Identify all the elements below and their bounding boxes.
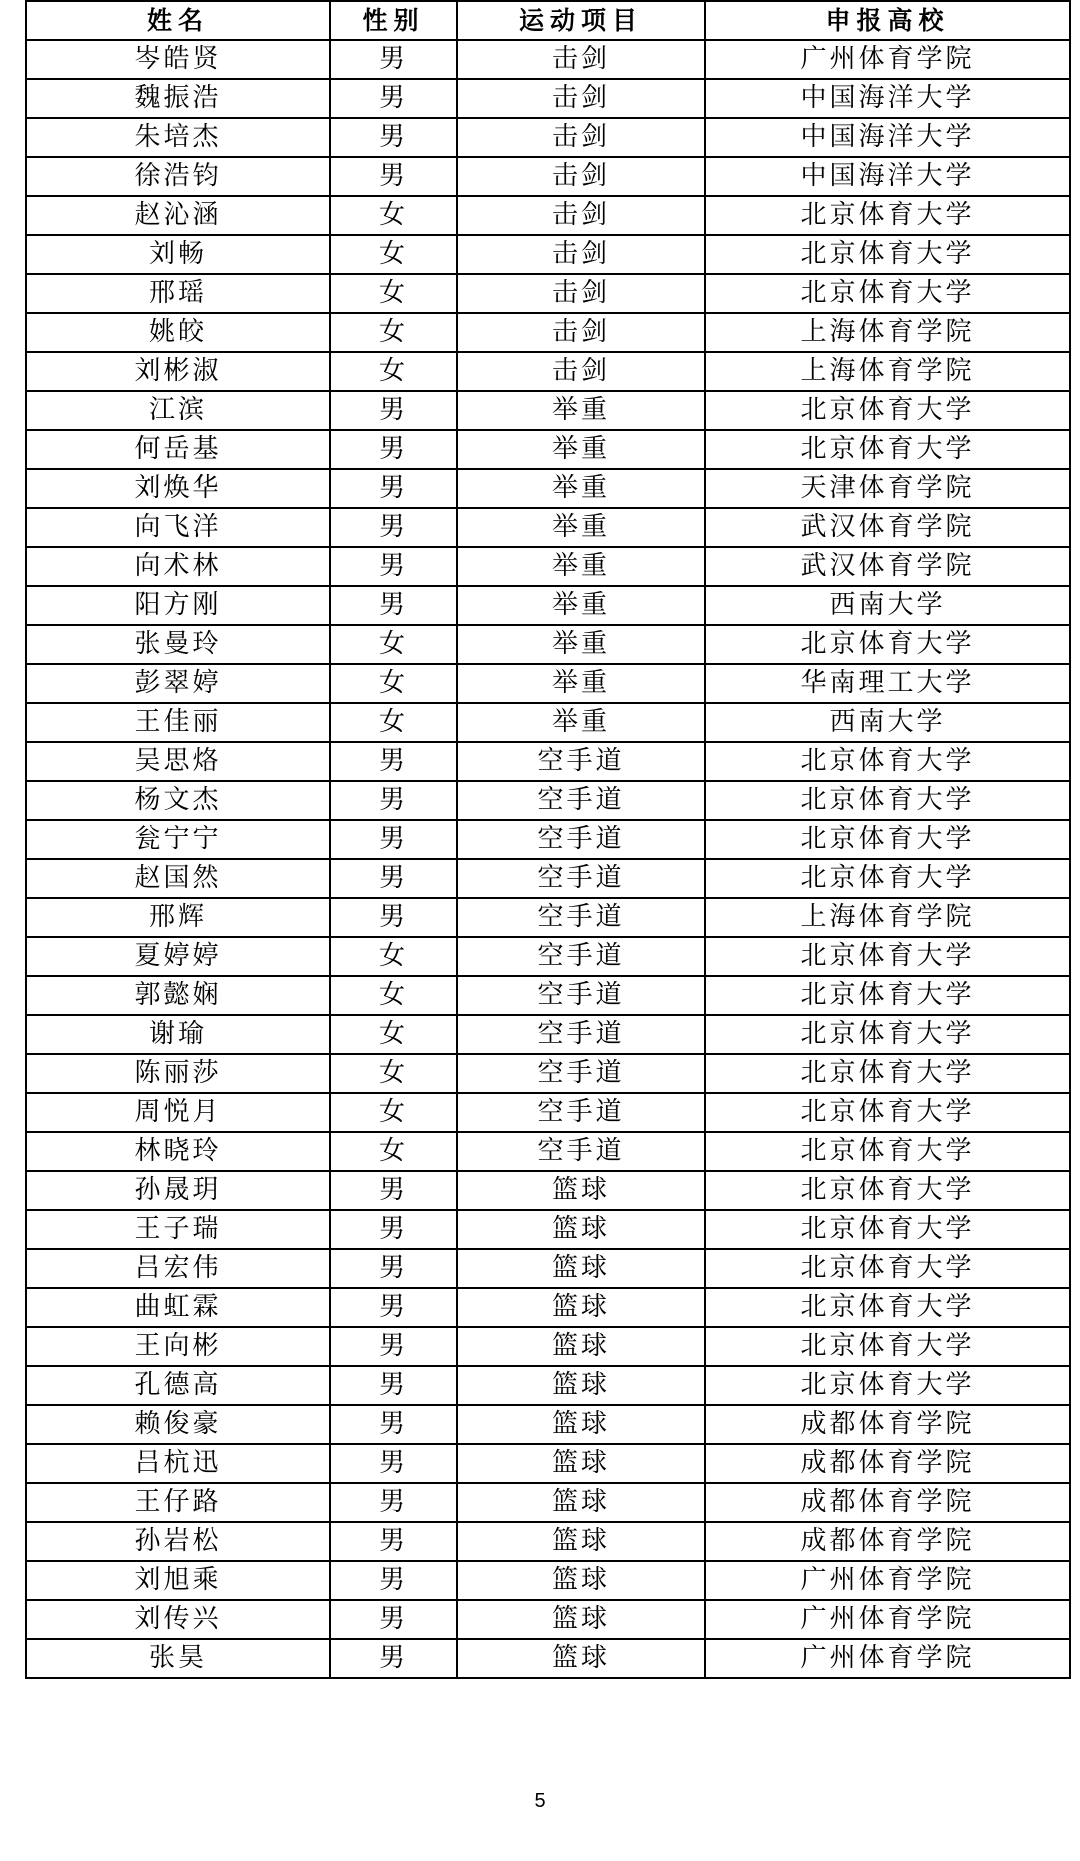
cell-gender: 男 bbox=[330, 1405, 457, 1444]
cell-name: 阳方刚 bbox=[26, 586, 330, 625]
cell-school: 北京体育大学 bbox=[705, 1054, 1070, 1093]
cell-school: 上海体育学院 bbox=[705, 352, 1070, 391]
cell-name: 刘彬淑 bbox=[26, 352, 330, 391]
cell-sport: 空手道 bbox=[457, 976, 705, 1015]
cell-school: 北京体育大学 bbox=[705, 1093, 1070, 1132]
cell-school: 北京体育大学 bbox=[705, 1210, 1070, 1249]
cell-school: 武汉体育学院 bbox=[705, 547, 1070, 586]
cell-name: 陈丽莎 bbox=[26, 1054, 330, 1093]
cell-name: 王向彬 bbox=[26, 1327, 330, 1366]
cell-name: 刘焕华 bbox=[26, 469, 330, 508]
cell-gender: 男 bbox=[330, 1249, 457, 1288]
cell-gender: 男 bbox=[330, 781, 457, 820]
cell-sport: 击剑 bbox=[457, 157, 705, 196]
cell-name: 赵沁涵 bbox=[26, 196, 330, 235]
cell-school: 上海体育学院 bbox=[705, 313, 1070, 352]
cell-name: 刘旭乘 bbox=[26, 1561, 330, 1600]
cell-sport: 举重 bbox=[457, 703, 705, 742]
table-row bbox=[26, 820, 1070, 859]
cell-school: 中国海洋大学 bbox=[705, 157, 1070, 196]
cell-school: 北京体育大学 bbox=[705, 1366, 1070, 1405]
cell-name: 赖俊豪 bbox=[26, 1405, 330, 1444]
cell-gender: 男 bbox=[330, 118, 457, 157]
cell-name: 朱培杰 bbox=[26, 118, 330, 157]
cell-name: 王子瑞 bbox=[26, 1210, 330, 1249]
cell-name: 杨文杰 bbox=[26, 781, 330, 820]
cell-gender: 男 bbox=[330, 40, 457, 79]
cell-school: 北京体育大学 bbox=[705, 1015, 1070, 1054]
header-name: 姓名 bbox=[26, 1, 330, 40]
cell-sport: 篮球 bbox=[457, 1522, 705, 1561]
cell-sport: 空手道 bbox=[457, 781, 705, 820]
cell-school: 北京体育大学 bbox=[705, 859, 1070, 898]
cell-gender: 男 bbox=[330, 1366, 457, 1405]
table-row bbox=[26, 781, 1070, 820]
cell-gender: 男 bbox=[330, 1444, 457, 1483]
cell-school: 北京体育大学 bbox=[705, 781, 1070, 820]
cell-gender: 男 bbox=[330, 547, 457, 586]
cell-gender: 女 bbox=[330, 703, 457, 742]
table-body bbox=[26, 40, 1070, 1678]
cell-name: 邢辉 bbox=[26, 898, 330, 937]
cell-name: 吕杭迅 bbox=[26, 1444, 330, 1483]
cell-gender: 男 bbox=[330, 1561, 457, 1600]
table-row bbox=[26, 274, 1070, 313]
cell-gender: 女 bbox=[330, 937, 457, 976]
cell-sport: 空手道 bbox=[457, 898, 705, 937]
cell-name: 张昊 bbox=[26, 1639, 330, 1678]
table-row bbox=[26, 391, 1070, 430]
cell-school: 广州体育学院 bbox=[705, 1561, 1070, 1600]
table-row bbox=[26, 586, 1070, 625]
cell-gender: 女 bbox=[330, 274, 457, 313]
table-row bbox=[26, 664, 1070, 703]
cell-gender: 男 bbox=[330, 1171, 457, 1210]
table-row bbox=[26, 1288, 1070, 1327]
header-row bbox=[26, 1, 1070, 40]
cell-sport: 篮球 bbox=[457, 1405, 705, 1444]
cell-sport: 篮球 bbox=[457, 1171, 705, 1210]
cell-name: 孙晟玥 bbox=[26, 1171, 330, 1210]
cell-sport: 击剑 bbox=[457, 79, 705, 118]
cell-gender: 男 bbox=[330, 508, 457, 547]
cell-school: 成都体育学院 bbox=[705, 1444, 1070, 1483]
cell-sport: 击剑 bbox=[457, 40, 705, 79]
table-row bbox=[26, 1366, 1070, 1405]
cell-school: 中国海洋大学 bbox=[705, 79, 1070, 118]
table-row bbox=[26, 508, 1070, 547]
cell-school: 北京体育大学 bbox=[705, 235, 1070, 274]
table-row bbox=[26, 118, 1070, 157]
table-row bbox=[26, 703, 1070, 742]
table-row bbox=[26, 469, 1070, 508]
cell-sport: 击剑 bbox=[457, 118, 705, 157]
cell-school: 广州体育学院 bbox=[705, 40, 1070, 79]
cell-school: 成都体育学院 bbox=[705, 1522, 1070, 1561]
cell-school: 武汉体育学院 bbox=[705, 508, 1070, 547]
table-row bbox=[26, 937, 1070, 976]
cell-school: 北京体育大学 bbox=[705, 625, 1070, 664]
table-row bbox=[26, 1444, 1070, 1483]
cell-school: 北京体育大学 bbox=[705, 1171, 1070, 1210]
cell-sport: 篮球 bbox=[457, 1600, 705, 1639]
cell-name: 孔德高 bbox=[26, 1366, 330, 1405]
table-row bbox=[26, 1132, 1070, 1171]
cell-sport: 举重 bbox=[457, 586, 705, 625]
cell-gender: 女 bbox=[330, 352, 457, 391]
table-row bbox=[26, 40, 1070, 79]
cell-sport: 举重 bbox=[457, 391, 705, 430]
cell-school: 北京体育大学 bbox=[705, 820, 1070, 859]
table-row bbox=[26, 1483, 1070, 1522]
cell-sport: 举重 bbox=[457, 430, 705, 469]
cell-name: 刘传兴 bbox=[26, 1600, 330, 1639]
cell-gender: 女 bbox=[330, 235, 457, 274]
cell-sport: 空手道 bbox=[457, 820, 705, 859]
cell-sport: 篮球 bbox=[457, 1639, 705, 1678]
cell-name: 瓮宁宁 bbox=[26, 820, 330, 859]
cell-name: 谢瑜 bbox=[26, 1015, 330, 1054]
cell-gender: 女 bbox=[330, 625, 457, 664]
table-row bbox=[26, 313, 1070, 352]
cell-sport: 举重 bbox=[457, 547, 705, 586]
cell-sport: 篮球 bbox=[457, 1288, 705, 1327]
cell-school: 华南理工大学 bbox=[705, 664, 1070, 703]
cell-school: 北京体育大学 bbox=[705, 937, 1070, 976]
table-row bbox=[26, 1327, 1070, 1366]
cell-gender: 男 bbox=[330, 742, 457, 781]
cell-school: 成都体育学院 bbox=[705, 1405, 1070, 1444]
cell-sport: 篮球 bbox=[457, 1366, 705, 1405]
cell-gender: 男 bbox=[330, 1483, 457, 1522]
cell-name: 林晓玲 bbox=[26, 1132, 330, 1171]
cell-name: 周悦月 bbox=[26, 1093, 330, 1132]
table-row bbox=[26, 898, 1070, 937]
cell-gender: 男 bbox=[330, 1210, 457, 1249]
table-header bbox=[26, 1, 1070, 40]
cell-gender: 男 bbox=[330, 391, 457, 430]
cell-school: 广州体育学院 bbox=[705, 1639, 1070, 1678]
cell-name: 王佳丽 bbox=[26, 703, 330, 742]
cell-name: 张曼玲 bbox=[26, 625, 330, 664]
table-row bbox=[26, 1093, 1070, 1132]
cell-sport: 击剑 bbox=[457, 274, 705, 313]
cell-gender: 男 bbox=[330, 430, 457, 469]
cell-school: 广州体育学院 bbox=[705, 1600, 1070, 1639]
cell-name: 向术林 bbox=[26, 547, 330, 586]
table-row bbox=[26, 235, 1070, 274]
cell-gender: 女 bbox=[330, 1054, 457, 1093]
table-row bbox=[26, 1171, 1070, 1210]
cell-sport: 篮球 bbox=[457, 1249, 705, 1288]
cell-gender: 女 bbox=[330, 1132, 457, 1171]
cell-school: 成都体育学院 bbox=[705, 1483, 1070, 1522]
cell-sport: 举重 bbox=[457, 625, 705, 664]
cell-gender: 女 bbox=[330, 1015, 457, 1054]
table-row bbox=[26, 430, 1070, 469]
cell-sport: 举重 bbox=[457, 469, 705, 508]
cell-sport: 空手道 bbox=[457, 742, 705, 781]
cell-school: 北京体育大学 bbox=[705, 1132, 1070, 1171]
cell-gender: 男 bbox=[330, 1522, 457, 1561]
cell-gender: 女 bbox=[330, 196, 457, 235]
cell-sport: 空手道 bbox=[457, 937, 705, 976]
cell-school: 北京体育大学 bbox=[705, 430, 1070, 469]
table-row bbox=[26, 742, 1070, 781]
cell-gender: 男 bbox=[330, 1639, 457, 1678]
table-row bbox=[26, 547, 1070, 586]
cell-name: 刘畅 bbox=[26, 235, 330, 274]
cell-gender: 男 bbox=[330, 157, 457, 196]
cell-gender: 女 bbox=[330, 313, 457, 352]
cell-sport: 空手道 bbox=[457, 1093, 705, 1132]
cell-school: 北京体育大学 bbox=[705, 1288, 1070, 1327]
table-row bbox=[26, 976, 1070, 1015]
cell-gender: 男 bbox=[330, 1327, 457, 1366]
cell-school: 北京体育大学 bbox=[705, 196, 1070, 235]
cell-gender: 男 bbox=[330, 859, 457, 898]
cell-school: 北京体育大学 bbox=[705, 391, 1070, 430]
cell-name: 孙岩松 bbox=[26, 1522, 330, 1561]
cell-name: 邢瑶 bbox=[26, 274, 330, 313]
cell-sport: 空手道 bbox=[457, 1132, 705, 1171]
cell-school: 北京体育大学 bbox=[705, 742, 1070, 781]
cell-gender: 女 bbox=[330, 976, 457, 1015]
cell-sport: 篮球 bbox=[457, 1561, 705, 1600]
cell-gender: 男 bbox=[330, 469, 457, 508]
header-sport: 运动项目 bbox=[457, 1, 705, 40]
table-row bbox=[26, 1249, 1070, 1288]
table-row bbox=[26, 625, 1070, 664]
table-row bbox=[26, 79, 1070, 118]
cell-gender: 男 bbox=[330, 79, 457, 118]
cell-school: 北京体育大学 bbox=[705, 1327, 1070, 1366]
cell-name: 彭翠婷 bbox=[26, 664, 330, 703]
cell-name: 姚皎 bbox=[26, 313, 330, 352]
cell-school: 北京体育大学 bbox=[705, 274, 1070, 313]
table-row bbox=[26, 1405, 1070, 1444]
cell-school: 上海体育学院 bbox=[705, 898, 1070, 937]
cell-sport: 篮球 bbox=[457, 1483, 705, 1522]
cell-school: 北京体育大学 bbox=[705, 976, 1070, 1015]
cell-gender: 男 bbox=[330, 1600, 457, 1639]
cell-school: 天津体育学院 bbox=[705, 469, 1070, 508]
table-row bbox=[26, 157, 1070, 196]
cell-name: 夏婷婷 bbox=[26, 937, 330, 976]
cell-sport: 篮球 bbox=[457, 1327, 705, 1366]
cell-sport: 篮球 bbox=[457, 1210, 705, 1249]
table-row bbox=[26, 1522, 1070, 1561]
header-gender: 性别 bbox=[330, 1, 457, 40]
cell-school: 中国海洋大学 bbox=[705, 118, 1070, 157]
table-row bbox=[26, 1561, 1070, 1600]
table-row bbox=[26, 1210, 1070, 1249]
cell-sport: 击剑 bbox=[457, 313, 705, 352]
cell-school: 西南大学 bbox=[705, 703, 1070, 742]
cell-sport: 击剑 bbox=[457, 196, 705, 235]
cell-name: 郭懿娴 bbox=[26, 976, 330, 1015]
cell-gender: 男 bbox=[330, 820, 457, 859]
header-school: 申报高校 bbox=[705, 1, 1070, 40]
table-row bbox=[26, 1639, 1070, 1678]
table-row bbox=[26, 352, 1070, 391]
cell-gender: 男 bbox=[330, 586, 457, 625]
cell-gender: 男 bbox=[330, 898, 457, 937]
cell-name: 吴思烙 bbox=[26, 742, 330, 781]
cell-name: 徐浩钧 bbox=[26, 157, 330, 196]
athlete-roster-table bbox=[25, 0, 1071, 1679]
cell-gender: 女 bbox=[330, 1093, 457, 1132]
cell-name: 赵国然 bbox=[26, 859, 330, 898]
table-row bbox=[26, 1015, 1070, 1054]
page-number: 5 bbox=[534, 1790, 546, 1812]
cell-sport: 击剑 bbox=[457, 352, 705, 391]
cell-name: 向飞洋 bbox=[26, 508, 330, 547]
cell-sport: 空手道 bbox=[457, 1015, 705, 1054]
cell-sport: 空手道 bbox=[457, 859, 705, 898]
cell-school: 北京体育大学 bbox=[705, 1249, 1070, 1288]
cell-name: 魏振浩 bbox=[26, 79, 330, 118]
cell-sport: 举重 bbox=[457, 664, 705, 703]
table-row bbox=[26, 1054, 1070, 1093]
table-row bbox=[26, 196, 1070, 235]
cell-sport: 空手道 bbox=[457, 1054, 705, 1093]
cell-gender: 女 bbox=[330, 664, 457, 703]
table-row bbox=[26, 859, 1070, 898]
cell-name: 吕宏伟 bbox=[26, 1249, 330, 1288]
cell-name: 岑皓贤 bbox=[26, 40, 330, 79]
cell-name: 曲虹霖 bbox=[26, 1288, 330, 1327]
cell-name: 江滨 bbox=[26, 391, 330, 430]
cell-school: 西南大学 bbox=[705, 586, 1070, 625]
cell-sport: 篮球 bbox=[457, 1444, 705, 1483]
cell-sport: 举重 bbox=[457, 508, 705, 547]
cell-name: 王仔路 bbox=[26, 1483, 330, 1522]
cell-sport: 击剑 bbox=[457, 235, 705, 274]
cell-name: 何岳基 bbox=[26, 430, 330, 469]
cell-gender: 男 bbox=[330, 1288, 457, 1327]
table-row bbox=[26, 1600, 1070, 1639]
